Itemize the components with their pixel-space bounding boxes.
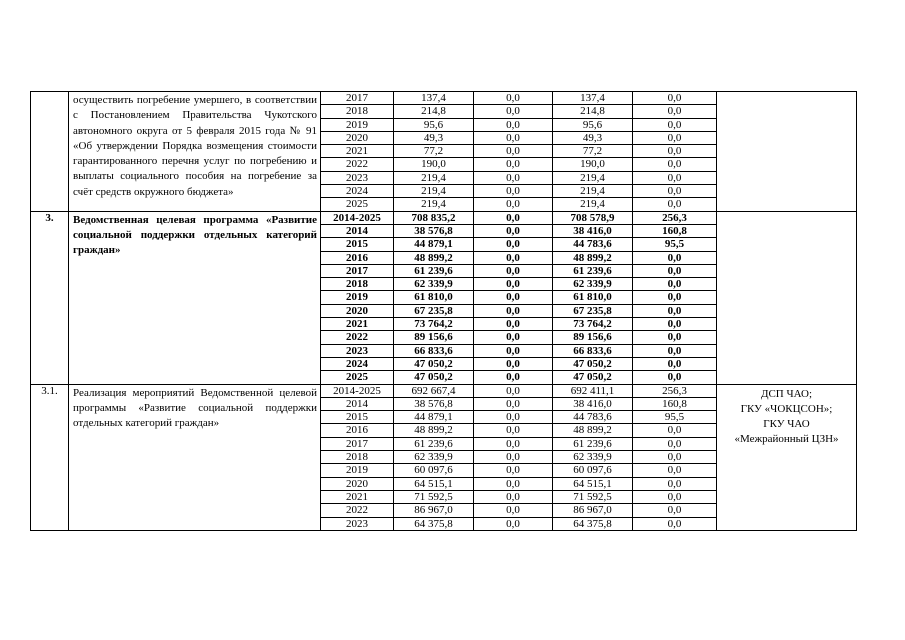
federal-cell: 0,0 <box>474 384 553 397</box>
other-cell: 0,0 <box>633 158 717 171</box>
federal-cell: 0,0 <box>474 437 553 450</box>
regional-cell: 708 578,9 <box>553 211 633 224</box>
activity-description: Ведомственная целевая программа «Развитие социальной поддержки отдельных категорий граждан» <box>69 211 321 384</box>
other-cell: 0,0 <box>633 198 717 211</box>
executor-line: ГКУ ЧАО <box>763 418 810 431</box>
total-cell: 219,4 <box>394 185 474 198</box>
other-cell: 0,0 <box>633 291 717 304</box>
federal-cell: 0,0 <box>474 397 553 410</box>
year-cell: 2014-2025 <box>321 211 394 224</box>
year-cell: 2019 <box>321 118 394 131</box>
federal-cell: 0,0 <box>474 451 553 464</box>
federal-cell: 0,0 <box>474 278 553 291</box>
year-cell: 2015 <box>321 411 394 424</box>
regional-cell: 219,4 <box>553 185 633 198</box>
regional-cell: 44 783,6 <box>553 238 633 251</box>
regional-cell: 95,6 <box>553 118 633 131</box>
executor-line: ГКУ «ЧОКЦСОН»; <box>740 402 833 415</box>
row-index: 3. <box>31 211 69 384</box>
year-cell: 2017 <box>321 92 394 105</box>
federal-cell: 0,0 <box>474 118 553 131</box>
total-cell: 692 667,4 <box>394 384 474 397</box>
federal-cell: 0,0 <box>474 171 553 184</box>
federal-cell: 0,0 <box>474 344 553 357</box>
other-cell: 0,0 <box>633 171 717 184</box>
federal-cell: 0,0 <box>474 517 553 530</box>
other-cell: 0,0 <box>633 517 717 530</box>
regional-cell: 38 416,0 <box>553 397 633 410</box>
row-index: 3.1. <box>31 384 69 530</box>
regional-cell: 692 411,1 <box>553 384 633 397</box>
total-cell: 38 576,8 <box>394 397 474 410</box>
other-cell: 0,0 <box>633 105 717 118</box>
federal-cell: 0,0 <box>474 131 553 144</box>
federal-cell: 0,0 <box>474 158 553 171</box>
year-cell: 2014-2025 <box>321 384 394 397</box>
table-row <box>31 211 857 224</box>
other-cell: 0,0 <box>633 251 717 264</box>
other-cell: 0,0 <box>633 131 717 144</box>
federal-cell: 0,0 <box>474 504 553 517</box>
total-cell: 71 592,5 <box>394 490 474 503</box>
other-cell: 0,0 <box>633 304 717 317</box>
total-cell: 89 156,6 <box>394 331 474 344</box>
year-cell: 2014 <box>321 224 394 237</box>
regional-cell: 64 375,8 <box>553 517 633 530</box>
row-index <box>31 92 69 212</box>
federal-cell: 0,0 <box>474 490 553 503</box>
year-cell: 2018 <box>321 105 394 118</box>
federal-cell: 0,0 <box>474 185 553 198</box>
total-cell: 64 375,8 <box>394 517 474 530</box>
other-cell: 160,8 <box>633 397 717 410</box>
year-cell: 2017 <box>321 264 394 277</box>
regional-cell: 64 515,1 <box>553 477 633 490</box>
year-cell: 2022 <box>321 504 394 517</box>
executors-cell <box>717 384 857 530</box>
regional-cell: 61 810,0 <box>553 291 633 304</box>
total-cell: 77,2 <box>394 145 474 158</box>
federal-cell: 0,0 <box>474 318 553 331</box>
year-cell: 2019 <box>321 291 394 304</box>
regional-cell: 219,4 <box>553 171 633 184</box>
other-cell: 0,0 <box>633 464 717 477</box>
regional-cell: 67 235,8 <box>553 304 633 317</box>
other-cell: 95,5 <box>633 238 717 251</box>
year-cell: 2014 <box>321 397 394 410</box>
regional-cell: 61 239,6 <box>553 264 633 277</box>
regional-cell: 48 899,2 <box>553 424 633 437</box>
regional-cell: 44 783,6 <box>553 411 633 424</box>
federal-cell: 0,0 <box>474 411 553 424</box>
federal-cell: 0,0 <box>474 198 553 211</box>
total-cell: 62 339,9 <box>394 451 474 464</box>
other-cell: 0,0 <box>633 318 717 331</box>
year-cell: 2024 <box>321 357 394 370</box>
other-cell: 0,0 <box>633 504 717 517</box>
executor-line: ДСП ЧАО; <box>760 387 813 400</box>
regional-cell: 61 239,6 <box>553 437 633 450</box>
other-cell: 0,0 <box>633 371 717 384</box>
activity-description: осуществить погребение умершего, в соответствии с Постановлением Правительства Чукотского автономного округа от 5 февраля 2015 года № 91 «Об утверждении Порядка возмещения стоимости гарантированного перечня услуг по погребению и выплаты социального пособия на погребение за счёт средств окружного бюджета» <box>69 92 321 212</box>
total-cell: 64 515,1 <box>394 477 474 490</box>
regional-cell: 86 967,0 <box>553 504 633 517</box>
other-cell: 0,0 <box>633 437 717 450</box>
year-cell: 2025 <box>321 198 394 211</box>
regional-cell: 60 097,6 <box>553 464 633 477</box>
regional-cell: 47 050,2 <box>553 371 633 384</box>
other-cell: 95,5 <box>633 411 717 424</box>
total-cell: 49,3 <box>394 131 474 144</box>
regional-cell: 48 899,2 <box>553 251 633 264</box>
year-cell: 2021 <box>321 318 394 331</box>
executor-line: «Межрайонный ЦЗН» <box>734 433 839 446</box>
total-cell: 38 576,8 <box>394 224 474 237</box>
federal-cell: 0,0 <box>474 264 553 277</box>
total-cell: 73 764,2 <box>394 318 474 331</box>
regional-cell: 219,4 <box>553 198 633 211</box>
federal-cell: 0,0 <box>474 424 553 437</box>
total-cell: 95,6 <box>394 118 474 131</box>
other-cell: 256,3 <box>633 211 717 224</box>
total-cell: 67 235,8 <box>394 304 474 317</box>
federal-cell: 0,0 <box>474 224 553 237</box>
budget-table-body <box>31 92 857 531</box>
other-cell: 0,0 <box>633 344 717 357</box>
year-cell: 2017 <box>321 437 394 450</box>
year-cell: 2020 <box>321 131 394 144</box>
federal-cell: 0,0 <box>474 331 553 344</box>
federal-cell: 0,0 <box>474 211 553 224</box>
other-cell: 256,3 <box>633 384 717 397</box>
year-cell: 2015 <box>321 238 394 251</box>
total-cell: 219,4 <box>394 198 474 211</box>
regional-cell: 73 764,2 <box>553 318 633 331</box>
table-row <box>31 92 857 105</box>
federal-cell: 0,0 <box>474 371 553 384</box>
other-cell: 160,8 <box>633 224 717 237</box>
other-cell: 0,0 <box>633 185 717 198</box>
year-cell: 2021 <box>321 490 394 503</box>
year-cell: 2018 <box>321 278 394 291</box>
other-cell: 0,0 <box>633 92 717 105</box>
executors-cell <box>717 211 857 384</box>
regional-cell: 190,0 <box>553 158 633 171</box>
other-cell: 0,0 <box>633 451 717 464</box>
federal-cell: 0,0 <box>474 357 553 370</box>
total-cell: 47 050,2 <box>394 371 474 384</box>
federal-cell: 0,0 <box>474 145 553 158</box>
total-cell: 62 339,9 <box>394 278 474 291</box>
year-cell: 2016 <box>321 424 394 437</box>
regional-cell: 77,2 <box>553 145 633 158</box>
budget-table <box>30 91 857 531</box>
other-cell: 0,0 <box>633 118 717 131</box>
regional-cell: 71 592,5 <box>553 490 633 503</box>
other-cell: 0,0 <box>633 490 717 503</box>
year-cell: 2021 <box>321 145 394 158</box>
federal-cell: 0,0 <box>474 238 553 251</box>
year-cell: 2023 <box>321 171 394 184</box>
year-cell: 2020 <box>321 304 394 317</box>
other-cell: 0,0 <box>633 278 717 291</box>
total-cell: 66 833,6 <box>394 344 474 357</box>
year-cell: 2023 <box>321 517 394 530</box>
total-cell: 86 967,0 <box>394 504 474 517</box>
other-cell: 0,0 <box>633 357 717 370</box>
total-cell: 60 097,6 <box>394 464 474 477</box>
executors-cell <box>717 92 857 212</box>
year-cell: 2025 <box>321 371 394 384</box>
total-cell: 61 810,0 <box>394 291 474 304</box>
other-cell: 0,0 <box>633 331 717 344</box>
total-cell: 708 835,2 <box>394 211 474 224</box>
federal-cell: 0,0 <box>474 105 553 118</box>
federal-cell: 0,0 <box>474 291 553 304</box>
year-cell: 2022 <box>321 158 394 171</box>
regional-cell: 214,8 <box>553 105 633 118</box>
year-cell: 2023 <box>321 344 394 357</box>
total-cell: 48 899,2 <box>394 424 474 437</box>
federal-cell: 0,0 <box>474 477 553 490</box>
regional-cell: 62 339,9 <box>553 278 633 291</box>
federal-cell: 0,0 <box>474 304 553 317</box>
regional-cell: 89 156,6 <box>553 331 633 344</box>
other-cell: 0,0 <box>633 264 717 277</box>
other-cell: 0,0 <box>633 424 717 437</box>
regional-cell: 137,4 <box>553 92 633 105</box>
other-cell: 0,0 <box>633 477 717 490</box>
total-cell: 61 239,6 <box>394 264 474 277</box>
other-cell: 0,0 <box>633 145 717 158</box>
year-cell: 2016 <box>321 251 394 264</box>
year-cell: 2018 <box>321 451 394 464</box>
year-cell: 2020 <box>321 477 394 490</box>
federal-cell: 0,0 <box>474 464 553 477</box>
year-cell: 2024 <box>321 185 394 198</box>
federal-cell: 0,0 <box>474 251 553 264</box>
total-cell: 61 239,6 <box>394 437 474 450</box>
regional-cell: 62 339,9 <box>553 451 633 464</box>
table-row <box>31 384 857 397</box>
federal-cell: 0,0 <box>474 92 553 105</box>
regional-cell: 66 833,6 <box>553 344 633 357</box>
total-cell: 219,4 <box>394 171 474 184</box>
total-cell: 44 879,1 <box>394 238 474 251</box>
total-cell: 44 879,1 <box>394 411 474 424</box>
activity-description: Реализация мероприятий Ведомственной целевой программы «Развитие социальной поддержки отдельных категорий граждан» <box>69 384 321 530</box>
year-cell: 2022 <box>321 331 394 344</box>
total-cell: 137,4 <box>394 92 474 105</box>
regional-cell: 47 050,2 <box>553 357 633 370</box>
regional-cell: 49,3 <box>553 131 633 144</box>
regional-cell: 38 416,0 <box>553 224 633 237</box>
year-cell: 2019 <box>321 464 394 477</box>
total-cell: 190,0 <box>394 158 474 171</box>
total-cell: 47 050,2 <box>394 357 474 370</box>
total-cell: 214,8 <box>394 105 474 118</box>
total-cell: 48 899,2 <box>394 251 474 264</box>
